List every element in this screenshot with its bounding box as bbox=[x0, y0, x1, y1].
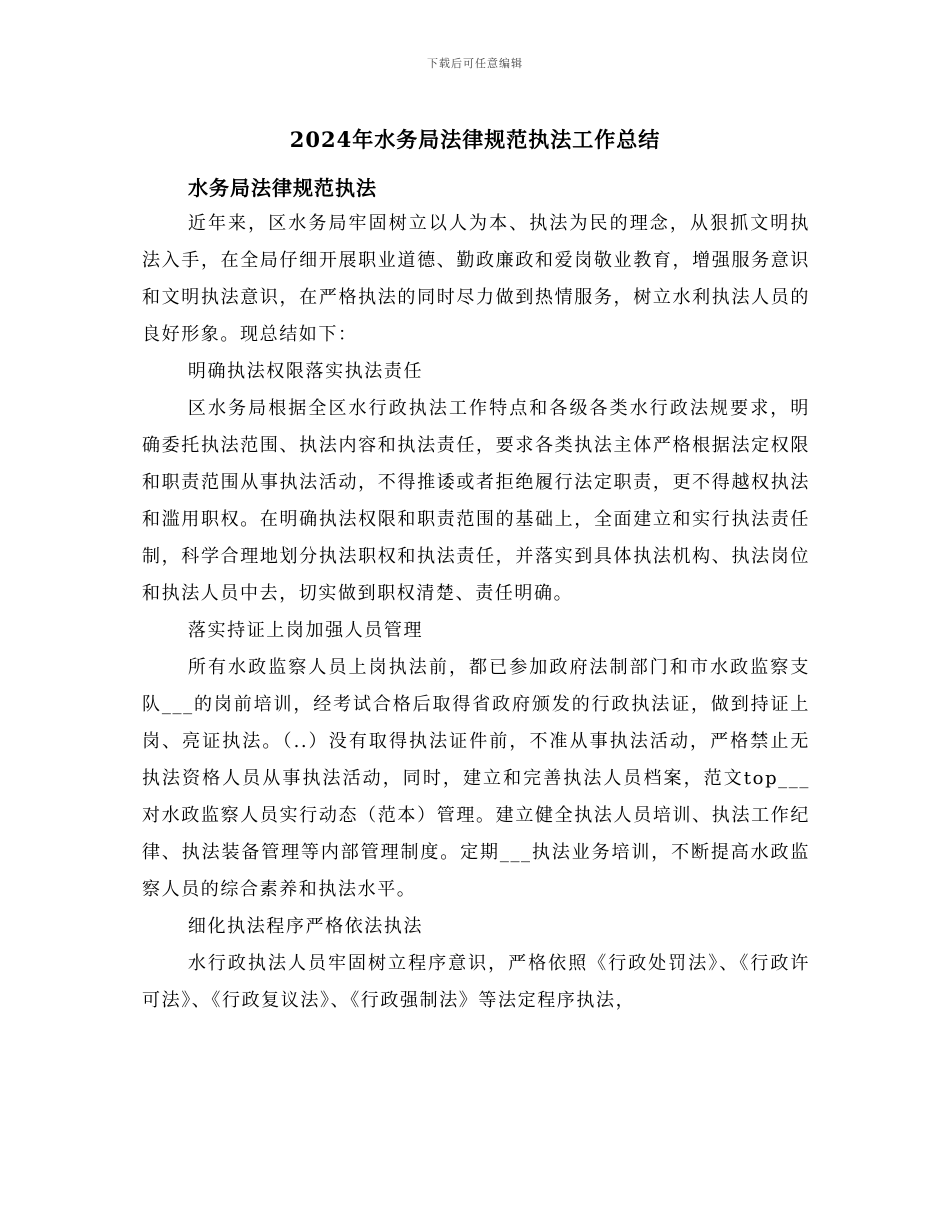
document-title: 2024年水务局法律规范执法工作总结 bbox=[289, 127, 661, 152]
header-note: 下载后可任意编辑 bbox=[427, 57, 523, 70]
paragraph-intro: 近年来，区水务局牢固树立以人为本、执法为民的理念，从狠抓文明执法入手，在全局仔细开展职业道德、勤政廉政和爱岗敬业教育，增强服务意识和文明执法意识，在严格执法的同时尽力做到热情服务，树立水利执法人员的良好形象。现总结如下： bbox=[142, 213, 810, 345]
body-text bbox=[142, 205, 810, 1019]
paragraph-procedure: 水行政执法人员牢固树立程序意识，严格依照《行政处罚法》、《行政许可法》、《行政复议法》、《行政强制法》等法定程序执法， bbox=[142, 953, 810, 1011]
paragraph-certification: 所有水政监察人员上岗执法前，都已参加政府法制部门和市水政监察支队___的岗前培训，经考试合格后取得省政府颁发的行政执法证，做到持证上岗、亮证执法。（..）没有取得执法证件前，不准从事执法活动，严格禁止无执法资格人员从事执法活动，同时，建立和完善执法人员档案，范文top___对水政监察人员实行动态（范本）管理。建立健全执法人员培训、执法工作纪律、执法装备管理等内部管理制度。定期___执法业务培训，不断提高水政监察人员的综合素养和执法水平。 bbox=[142, 657, 810, 900]
paragraph-authority: 区水务局根据全区水行政执法工作特点和各级各类水行政法规要求，明确委托执法范围、执法内容和执法责任，要求各类执法主体严格根据法定权限和职责范围从事执法活动，不得推诿或者拒绝履行法定职责，更不得越权执法和滥用职权。在明确执法权限和职责范围的基础上，全面建立和实行执法责任制，科学合理地划分执法职权和执法责任，并落实到具体执法机构、执法岗位和执法人员中去，切实做到职权清楚、责任明确。 bbox=[142, 398, 810, 604]
subheading-certification: 落实持证上岗加强人员管理 bbox=[187, 620, 424, 641]
subheading-procedure: 细化执法程序严格依法执法 bbox=[187, 916, 424, 937]
subheading-authority: 明确执法权限落实执法责任 bbox=[187, 361, 424, 382]
section-heading: 水务局法律规范执法 bbox=[188, 176, 377, 200]
